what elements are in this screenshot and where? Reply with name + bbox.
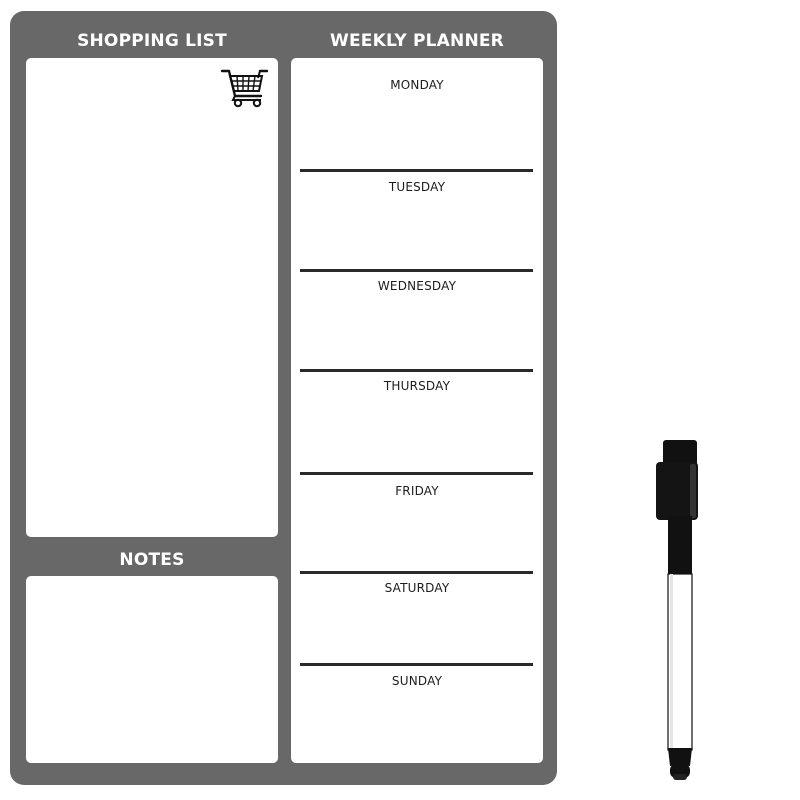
day-label-saturday: SATURDAY [384,581,450,595]
dry-erase-marker[interactable] [650,436,710,786]
shopping-cart-icon [220,66,268,110]
day-divider [300,472,533,475]
shopping-list-panel[interactable] [26,58,278,537]
day-divider [300,269,533,272]
weekly-planner-panel [291,58,543,763]
day-divider [300,663,533,666]
day-label-thursday: THURSDAY [383,379,451,393]
day-divider [300,571,533,574]
day-label-tuesday: TUESDAY [388,180,446,194]
day-label-monday: MONDAY [390,78,444,92]
day-divider [300,169,533,172]
whiteboard-frame [10,11,557,785]
notes-panel[interactable] [26,576,278,763]
weekly-planner-title: WEEKLY PLANNER [330,31,504,51]
notes-title: NOTES [119,550,185,570]
day-label-friday: FRIDAY [395,484,439,498]
shopping-list-title: SHOPPING LIST [77,31,227,51]
day-label-sunday: SUNDAY [391,674,443,688]
day-label-wednesday: WEDNESDAY [377,279,457,293]
day-divider [300,369,533,372]
